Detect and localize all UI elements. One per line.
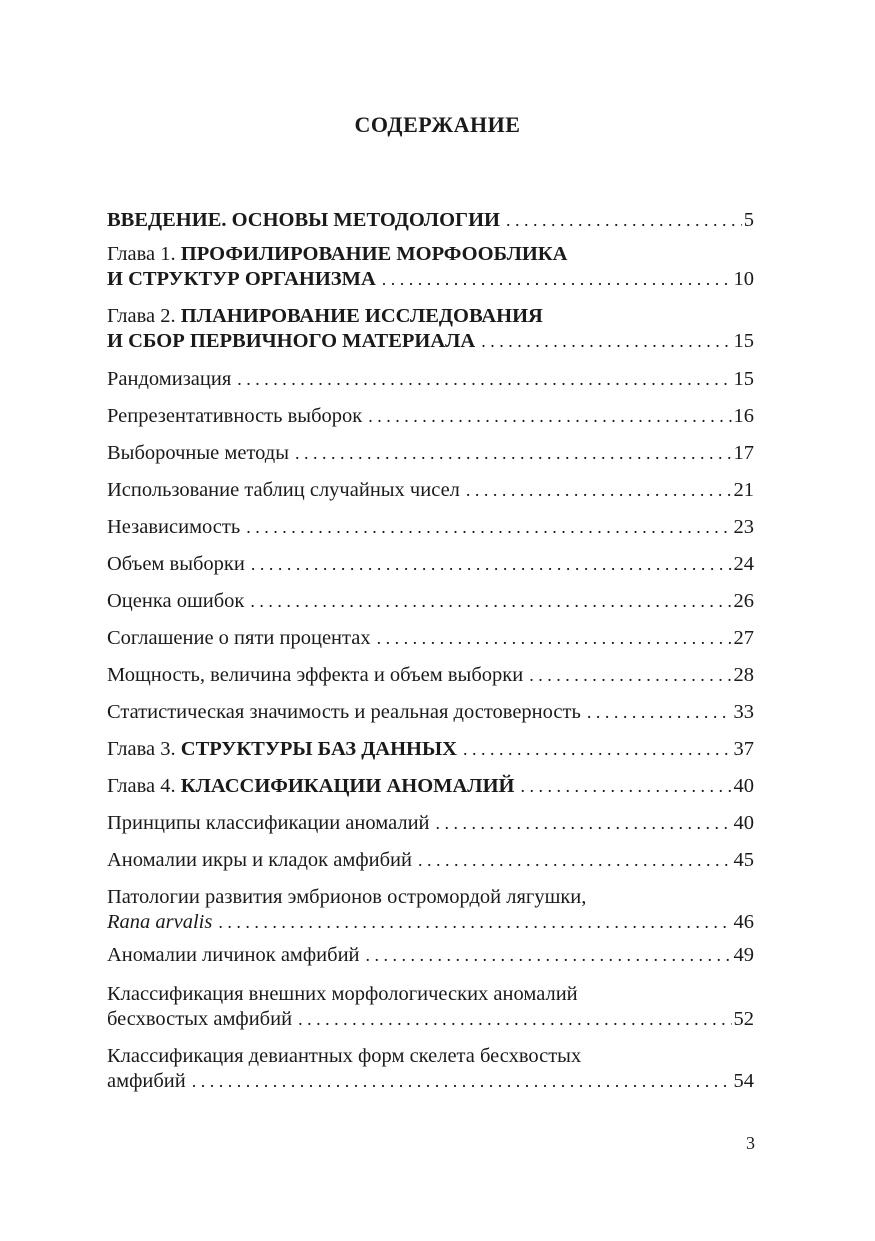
toc-entry xyxy=(107,242,754,292)
dot-leader xyxy=(382,267,732,292)
toc-entry-title xyxy=(107,1007,292,1032)
toc-page-number: 45 xyxy=(733,849,754,871)
toc-entry-title-continued: Rana arvalis xyxy=(107,911,213,933)
dot-leader xyxy=(463,737,732,762)
toc-entry xyxy=(107,737,754,762)
toc-entry-title xyxy=(107,811,430,836)
toc-entry-title: ПРОФИЛИРОВАНИЕ МОРФООБЛИКА xyxy=(180,243,568,265)
toc-entry-title xyxy=(107,910,212,935)
toc-page-number: 26 xyxy=(733,590,754,612)
toc-page-number: 17 xyxy=(733,442,754,464)
toc-entry-line xyxy=(107,267,754,292)
chapter-prefix: Глава 2. xyxy=(107,305,181,327)
section-heading: Использование таблиц случайных чисел xyxy=(107,479,460,501)
toc-title: СОДЕРЖАНИЕ xyxy=(354,112,521,137)
toc-entry-title xyxy=(107,589,244,614)
toc-entry-title xyxy=(107,478,460,503)
section-heading: Аномалии личинок амфибий xyxy=(107,944,360,966)
dot-leader xyxy=(529,663,731,688)
toc-entry-line xyxy=(107,552,754,577)
chapter-prefix: Глава 3. xyxy=(107,738,181,760)
toc-page-number: 15 xyxy=(733,368,754,390)
toc-page-number: 46 xyxy=(733,911,754,933)
toc-entry-title xyxy=(107,441,289,466)
toc-entry xyxy=(107,367,754,392)
dot-leader xyxy=(298,1007,731,1032)
toc-entry-line xyxy=(107,589,754,614)
toc-page-number: 27 xyxy=(733,627,754,649)
toc-entry-title xyxy=(107,663,523,688)
section-heading: Аномалии икры и кладок амфибий xyxy=(107,849,412,871)
section-heading: Соглашение о пяти процентах xyxy=(107,627,371,649)
section-heading: Принципы классификации аномалий xyxy=(107,812,430,834)
toc-entry-line xyxy=(107,848,754,873)
toc-entry-line xyxy=(107,367,754,392)
dot-leader xyxy=(295,441,732,466)
toc-page-number: 52 xyxy=(733,1008,754,1030)
section-heading: Репрезентативность выборок xyxy=(107,405,363,427)
toc-page-number: 5 xyxy=(743,209,754,231)
toc-entry-title xyxy=(107,737,457,762)
toc-entry-line xyxy=(107,774,754,799)
toc-entry xyxy=(107,404,754,429)
toc-entry-line xyxy=(107,1007,754,1032)
toc-page-number: 23 xyxy=(733,516,754,538)
dot-leader xyxy=(466,478,732,503)
toc-entry-title xyxy=(107,267,376,292)
toc-entry-line xyxy=(107,1044,754,1069)
toc-entry-line xyxy=(107,943,754,968)
chapter-heading: КЛАССИФИКАЦИИ АНОМАЛИЙ xyxy=(180,775,515,797)
toc-entry-line xyxy=(107,737,754,762)
toc-entry-title xyxy=(107,552,245,577)
toc-entry xyxy=(107,589,754,614)
dot-leader xyxy=(251,552,732,577)
toc-entry-title xyxy=(107,515,240,540)
toc-page-number: 15 xyxy=(733,330,754,352)
toc-entry-line xyxy=(107,208,754,233)
toc-entry xyxy=(107,943,754,968)
dot-leader xyxy=(418,848,732,873)
dot-leader xyxy=(246,515,731,540)
chapter-heading: СТРУКТУРЫ БАЗ ДАННЫХ xyxy=(180,738,457,760)
toc-entry xyxy=(107,885,754,935)
toc-page-number: 24 xyxy=(733,553,754,575)
toc-entry-title-continued: И СБОР ПЕРВИЧНОГО МАТЕРИАЛА xyxy=(107,330,476,352)
toc-page-number: 54 xyxy=(733,1070,754,1092)
toc-entry-line xyxy=(107,700,754,725)
toc-page-number: 16 xyxy=(733,405,754,427)
toc-entry xyxy=(107,811,754,836)
toc-entry-title: Классификация девиантных форм скелета бесхвостых xyxy=(107,1045,582,1067)
toc-entry-line xyxy=(107,885,754,910)
toc-entry xyxy=(107,478,754,503)
toc-entry xyxy=(107,552,754,577)
toc-entry-title xyxy=(107,404,362,429)
toc-entry xyxy=(107,441,754,466)
toc-entry-title xyxy=(107,329,475,354)
chapter-prefix: Глава 4. xyxy=(107,775,181,797)
toc-entry-line xyxy=(107,478,754,503)
toc-entry xyxy=(107,304,754,354)
toc-entry-title xyxy=(107,943,360,968)
toc-entry xyxy=(107,774,754,799)
page-number: 3 xyxy=(746,1133,755,1153)
toc-entry-title-continued: амфибий xyxy=(107,1070,186,1092)
toc-entry xyxy=(107,515,754,540)
toc-page-number: 49 xyxy=(733,944,754,966)
toc-entry xyxy=(107,663,754,688)
toc-page-number: 28 xyxy=(733,664,754,686)
dot-leader xyxy=(436,811,732,836)
dot-leader xyxy=(237,367,731,392)
toc-entry-line xyxy=(107,329,754,354)
dot-leader xyxy=(520,774,731,799)
toc-entry-title xyxy=(107,700,581,725)
dot-leader xyxy=(366,943,732,968)
toc-entry-line xyxy=(107,811,754,836)
chapter-prefix: Глава 1. xyxy=(107,243,181,265)
toc-entry-title: Патологии развития эмбрионов остромордой лягушки, xyxy=(107,886,587,908)
toc-page-number: 40 xyxy=(733,812,754,834)
toc-entry-line xyxy=(107,404,754,429)
toc-entry xyxy=(107,1044,754,1094)
toc-entry-line xyxy=(107,982,754,1007)
section-heading: Мощность, величина эффекта и объем выборки xyxy=(107,664,524,686)
toc-page-number: 10 xyxy=(733,268,754,290)
dot-leader xyxy=(192,1069,732,1094)
section-heading: Объем выборки xyxy=(107,553,245,575)
toc-entry xyxy=(107,208,754,233)
toc-entry-title xyxy=(107,208,500,233)
toc-entry xyxy=(107,626,754,651)
toc-entry-title: Классификация внешних морфологических аномалий xyxy=(107,983,578,1005)
toc-entry-line xyxy=(107,626,754,651)
toc-entry-line xyxy=(107,242,754,267)
dot-leader xyxy=(506,208,742,233)
section-heading: Рандомизация xyxy=(107,368,232,390)
dot-leader xyxy=(481,329,731,354)
dot-leader xyxy=(377,626,732,651)
toc-entry-line xyxy=(107,441,754,466)
toc-entry-line xyxy=(107,910,754,935)
toc-entry-title xyxy=(107,774,514,799)
toc-entry xyxy=(107,700,754,725)
section-heading: Выборочные методы xyxy=(107,442,289,464)
toc-entry-title: ПЛАНИРОВАНИЕ ИССЛЕДОВАНИЯ xyxy=(180,305,543,327)
toc-entry xyxy=(107,848,754,873)
toc-entry-line xyxy=(107,1069,754,1094)
chapter-heading: ВВЕДЕНИЕ. ОСНОВЫ МЕТОДОЛОГИИ xyxy=(107,209,500,231)
toc-entry-title-continued: И СТРУКТУР ОРГАНИЗМА xyxy=(107,268,376,290)
toc-entry-title-continued: бесхвостых амфибий xyxy=(107,1008,293,1030)
toc-entry-title xyxy=(107,367,231,392)
toc-page-number: 37 xyxy=(733,738,754,760)
toc-entry-title xyxy=(107,626,371,651)
toc-entry-title xyxy=(107,1069,186,1094)
dot-leader xyxy=(250,589,731,614)
toc-page-number: 21 xyxy=(733,479,754,501)
toc-entry xyxy=(107,982,754,1032)
dot-leader xyxy=(218,910,731,935)
dot-leader xyxy=(368,404,731,429)
section-heading: Оценка ошибок xyxy=(107,590,245,612)
toc-entry-title xyxy=(107,848,412,873)
toc-entry-line xyxy=(107,663,754,688)
section-heading: Статистическая значимость и реальная достоверность xyxy=(107,701,581,723)
toc-entry-line xyxy=(107,304,754,329)
dot-leader xyxy=(587,700,732,725)
toc-entry-line xyxy=(107,515,754,540)
section-heading: Независимость xyxy=(107,516,241,538)
toc-page-number: 33 xyxy=(733,701,754,723)
toc-page-number: 40 xyxy=(733,775,754,797)
